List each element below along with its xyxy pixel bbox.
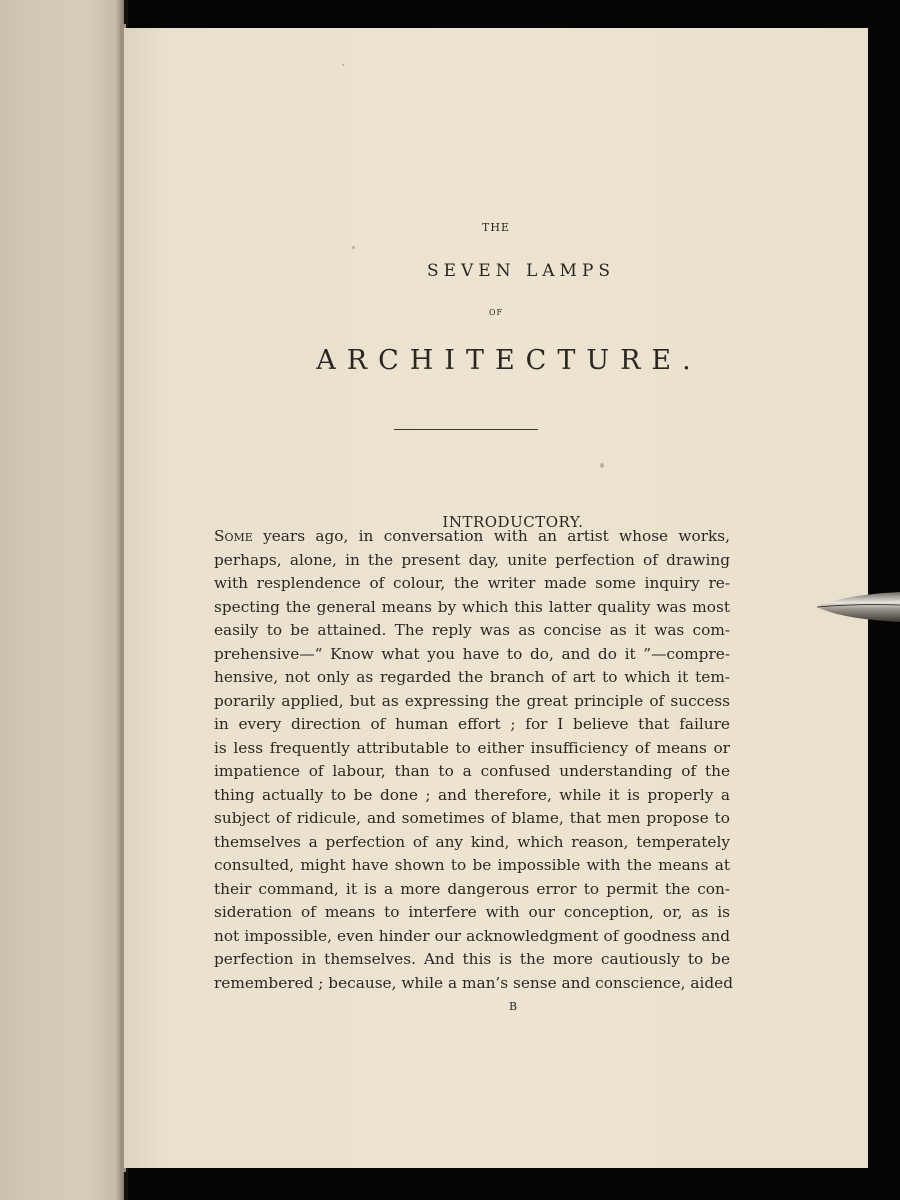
paper-speck <box>342 64 344 66</box>
text-line <box>214 525 730 549</box>
book-page <box>124 28 868 1168</box>
title-rule <box>394 429 538 430</box>
paper-speck <box>352 246 355 249</box>
text-line: perfection in themselves. And this is the more cautiously to be <box>214 950 730 968</box>
pointer-bookmark-icon <box>815 588 900 626</box>
text-line: remembered ; because, while a man’s sense and conscience, aided <box>214 973 733 992</box>
body-text <box>214 525 733 995</box>
left-page <box>0 0 124 1200</box>
first-word: Some <box>214 527 253 545</box>
heading-the: THE <box>482 221 510 234</box>
text-line: consulted, might have shown to be impossible with the means at <box>214 856 730 874</box>
text-line: porarily applied, but as expressing the great principle of success <box>214 691 730 710</box>
signature-mark: B <box>508 1000 518 1013</box>
heading-seven-lamps: SEVEN LAMPS <box>426 261 616 281</box>
text-line: sideration of means to interfere with our conception, or, as is <box>214 903 730 921</box>
text-line: specting the general means by which this latter quality was most <box>214 597 730 616</box>
text-line: prehensive—“ Know what you have to do, and do it ”—compre- <box>214 644 730 663</box>
heading-of: OF <box>488 308 504 317</box>
text-line: easily to be attained. The reply was as concise as it was com- <box>214 621 730 639</box>
section-title: INTRODUCTORY. <box>442 513 584 531</box>
text-line: not impossible, even hinder our acknowledgment of goodness and <box>214 926 730 945</box>
text-line: with resplendence of colour, the writer made some inquiry re- <box>214 574 730 592</box>
text-line: themselves a perfection of any kind, which reason, temperately <box>214 832 730 851</box>
text-line-content: years ago, in conversation with an artist whose works, <box>252 527 730 545</box>
text-line: perhaps, alone, in the present day, unite perfection of drawing <box>214 550 730 569</box>
text-line: thing actually to be done ; and therefore, while it is properly a <box>214 785 730 804</box>
text-line: is less frequently attributable to either insufficiency of means or <box>214 738 730 757</box>
heading-architecture: ARCHITECTURE. <box>316 345 702 376</box>
text-line: hensive, not only as regarded the branch of art to which it tem- <box>214 668 730 686</box>
text-line: in every direction of human effort ; for I believe that failure <box>214 715 730 733</box>
text-line: impatience of labour, than to a confused understanding of the <box>214 762 730 780</box>
paper-speck <box>600 463 604 468</box>
text-line: subject of ridicule, and sometimes of blame, that men propose to <box>214 809 730 827</box>
text-line: their command, it is a more dangerous error to permit the con- <box>214 879 730 898</box>
